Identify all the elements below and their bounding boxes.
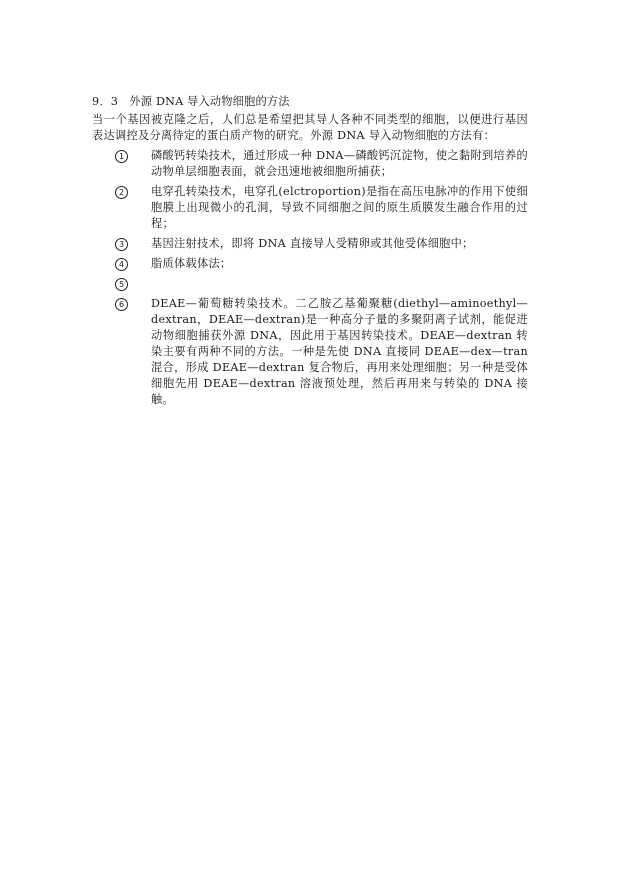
document-page: [92, 94, 528, 412]
method-item-3: [92, 236, 528, 252]
method-item-6: [92, 296, 528, 408]
method-list: [92, 148, 528, 408]
intro-paragraph: 当一个基因被克隆之后，人们总是希望把其导人各种不同类型的细胞，以便进行基因表达调控及分离待定的蛋白质产物的研究。外源 DNA 导入动物细胞的方法有：: [92, 113, 528, 142]
circled-number-5: 5: [115, 278, 128, 291]
section-heading: 9．3 外源 DNA 导入动物细胞的方法: [92, 95, 290, 108]
method-text-6: DEAE—葡萄糖转染技术。二乙胺乙基葡聚糖(diethyl—aminoethyl—dextran，DEAE—dextran)是一种高分子量的多聚阴离子试剂，能促进动物细胞捕获外源 DNA，因此用于基因转染技术。DEAE—dextran 转染主要有两种不同的方法。一种是先使 DNA 直接同 DEAE—dex—tran 混合，形成 DEAE—dextran 复合物后，再用来处理细胞；另一种是受体细胞先用 DEAE—dextran 溶液预处理，然后再用来与转染的 DNA 接触。: [151, 297, 528, 406]
circled-number-3: 3: [115, 238, 128, 251]
method-item-2: [92, 184, 528, 232]
method-text-5: [151, 276, 528, 292]
method-text-4: 脂质体载体法；: [151, 257, 232, 270]
circled-number-1: 1: [115, 150, 128, 163]
circled-number-2: 2: [115, 186, 128, 199]
circled-number-4: 4: [115, 258, 128, 271]
method-item-1: [92, 148, 528, 180]
method-text-1: 磷酸钙转染技术，通过形成一种 DNA—磷酸钙沉淀物，使之黏附到培养的动物单层细胞表面，就会迅速地被细胞所捕获；: [151, 149, 528, 178]
method-text-2: 电穿孔转染技术，电穿孔(elctroportion)是指在高压电脉冲的作用下使细胞膜上出现微小的孔洞，导致不同细胞之间的原生质膜发生融合作用的过程；: [151, 185, 528, 230]
circled-number-6: 6: [115, 298, 128, 311]
method-item-4: [92, 256, 528, 272]
method-text-3: 基因注射技术，即将 DNA 直接导人受精卵或其他受体细胞中；: [151, 237, 474, 250]
method-item-5: [92, 276, 528, 292]
